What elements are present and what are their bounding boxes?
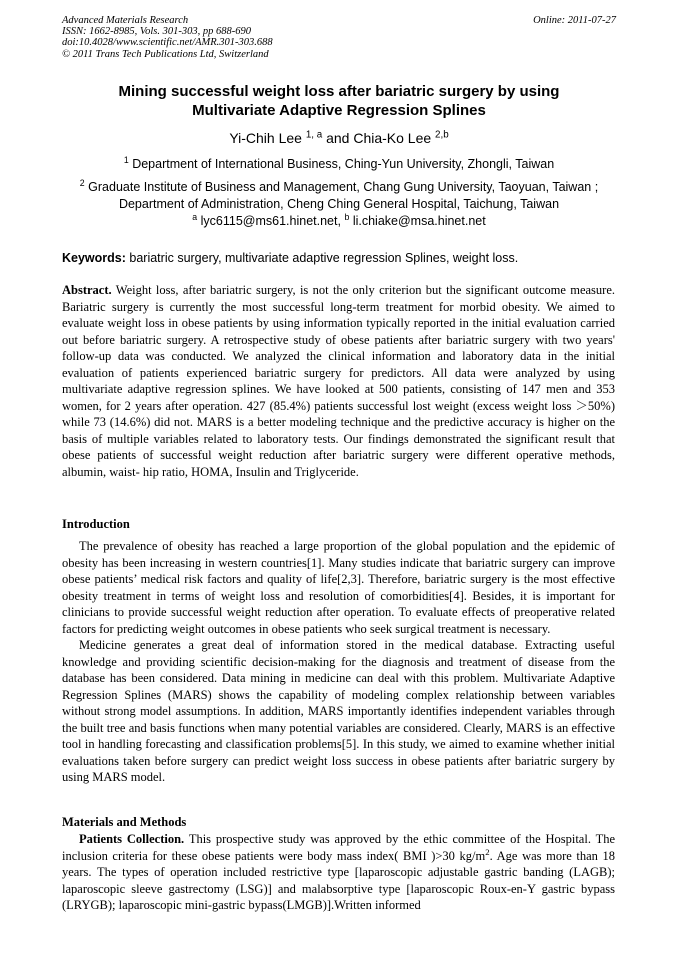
methods-text-b: . Age was more than 18 years. The types of operation included restrictive type [laparoscopic adjustable gastric banding (LAGB); laparoscopic sleeve gastrectomy (LSG)] and malabsorptive type [laparoscopic Roux-en-Y gastric bypass (LRYGB); laparoscopic mini-gastric bypass(LMGB)].Written informed [62, 848, 616, 912]
email-a[interactable]: lyc6115@ms61.hinet.net, [200, 214, 341, 228]
email-b-marker: b [344, 211, 350, 222]
author-1: Yi-Chih Lee [229, 130, 302, 146]
methods-text-a: This prospective study was approved by the ethic committee of the Hospital. The inclusion criteria for these obese patients were body mass index( BMI )>30 kg/m [62, 832, 615, 863]
aff2-line-1: Graduate Institute of Business and Management, Chang Gung University, Taoyuan, Taiwan ; [88, 180, 599, 194]
affiliation-2 [62, 179, 616, 213]
author-2: Chia-Ko Lee [353, 130, 432, 146]
online-date: Online: 2011-07-27 [533, 15, 616, 26]
abstract-label: Abstract. [62, 283, 112, 297]
author-and: and [326, 130, 350, 146]
author-2-affil: 2,b [435, 129, 449, 141]
methods-body [62, 831, 615, 914]
methods-heading: Materials and Methods [62, 815, 187, 829]
email-a-marker: a [192, 211, 198, 222]
intro-paragraph-2: Medicine generates a great deal of information stored in the medical database. Extracting useful knowledge and providing scientific decision-making for the diagnosis and treatment of disease from the database has been considered. Data mining in medicine can deal with this problem. Multivariate Adaptive Regression Splines (MARS) shows the capability of modeling complex relationship between variables without strong model assumptions. In addition, MARS importantly identifies independent variables through the built tree and basis functions when many potential variables are considered. Clearly, MARS is an effective tool in handling forecasting and classification problems[5]. In this study, we aimed to examine whether initial evaluations taken before surgery can predict weight loss success in obese patients after bariatric surgery by using MARS model. [62, 638, 615, 784]
issn-line: ISSN: 1662-8985, Vols. 301-303, pp 688-690 [62, 26, 251, 38]
title-line-1: Mining successful weight loss after bariatric surgery by using [118, 83, 560, 100]
aff2-line-2: Department of Administration, Cheng Ching General Hospital, Taichung, Taiwan [118, 197, 560, 211]
aff1-text: Department of International Business, Ching-Yun University, Zhongli, Taiwan [132, 157, 555, 171]
introduction-body [62, 538, 615, 786]
paper-title [62, 82, 616, 120]
keywords-text: bariatric surgery, multivariate adaptive regression Splines, weight loss. [129, 251, 519, 265]
introduction-heading: Introduction [62, 517, 130, 531]
doi-line: doi:10.4028/www.scientific.net/AMR.301-303.688 [62, 37, 273, 49]
copyright-line: © 2011 Trans Tech Publications Ltd, Switzerland [62, 48, 269, 60]
email-line [62, 213, 616, 230]
keywords [62, 250, 616, 266]
patients-collection-label: Patients Collection. [79, 832, 185, 846]
title-line-2: Multivariate Adaptive Regression Splines [192, 102, 486, 119]
abstract-text: Weight loss, after bariatric surgery, is not the only criterion but the significant outcome measure. Bariatric surgery is currently the most successful long-term treatment for morbid obesity. We aimed to evaluate weight loss in obese patients by using information typically reported in the initial evaluation carried out before bariatric surgery. A retrospective study of obese patients after bariatric surgery with two years' follow-up data was conducted. We analyzed the clinical information and laboratory data in the initial evaluation of patients experienced bariatric surgery for predictors. All data were analyzed by using multivariate adaptive regression splines. We have looked at 500 patients, consisting of 147 men and 353 women, for 2 years after operation. 427 (85.4%) patients successful lost weight (excess weight loss ＞50%) while 73 (14.6%) did not. MARS is a better modeling technique and the predictive accuracy is higher on the basis of multiple variables related to laboratory tests. Our findings demonstrated the significant result that obese patients of successful weight reduction after bariatric surgery were different operative methods, albumin, waist- hip ratio, HOMA, Insulin and Triglyceride. [62, 283, 615, 479]
journal-name: Advanced Materials Research [62, 15, 189, 26]
methods-superscript: 2 [485, 846, 490, 857]
email-b[interactable]: li.chiake@msa.hinet.net [352, 214, 486, 228]
intro-paragraph-1: The prevalence of obesity has reached a large proportion of the global population and the epidemic of obesity has been increasing in western countries[1]. Many studies indicate that bariatric surgery can improve obese patients’ medical risk factors and quality of life[2,3]. Therefore, bariatric surgery is the most effective obesity treatment in terms of weight loss and resolution of comorbidities[4]. Besides, it is important for clinicians to provide successful weight reduction after operation. To evaluate effects of preoperative related factors for predicting weight outcomes in obese patients who seek surgical treatment is necessary. [62, 539, 615, 636]
aff1-marker: 1 [123, 154, 129, 165]
keywords-label: Keywords: [62, 251, 126, 265]
abstract [62, 282, 615, 480]
affiliation-1 [62, 156, 616, 173]
journal-header [62, 15, 273, 60]
aff2-marker: 2 [79, 177, 85, 188]
author-1-affil: 1, a [305, 129, 323, 141]
author-line [62, 129, 616, 147]
methods-paragraph-1 [62, 831, 615, 914]
